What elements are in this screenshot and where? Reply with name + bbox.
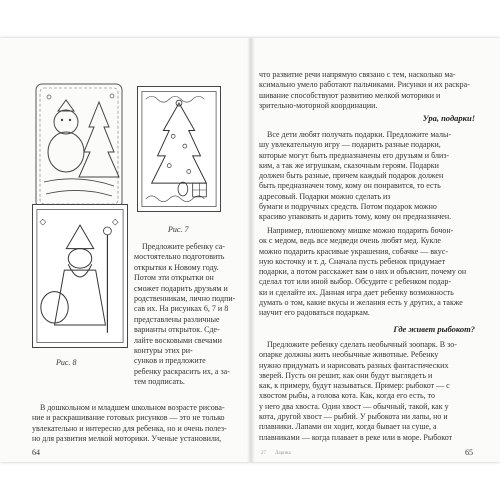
left-side-text: Предложите ребенку са- мостоятельно подготовить открытки к Новому году. Потом эти открытки он сможет подарить друзьям и родственникам, лично подпи- сав их. На рисунках 6, 7 и 8 представлены различные варианты открыток. Сде- лайте восковыми свечами контуры этих ри- сунков и предложите ребенку раскрасить их, а за- тем подписать. [134, 242, 236, 387]
right-section1-text2: Например, плюшевому мишке можно подарить бочон- ок с медом, ведь все медведи очень любят мед. Кукле можно подарить красивые украшения, собачке — вкус- ную косточку и т. д. Сначала пусть ребенок придумает подарки, а потом расскажет вам о них и объяснит, почему он сделал тот или иной выбор. Обсудите с ребенком подар- ки и сделайте их. Данная игра дает ребенку возможность думать о том, какие вкусы и желания есть у других, а также научит его радоваться подаркам. [259, 226, 467, 318]
figure-8-caption: Рис. 8 [56, 358, 77, 367]
right-intro-text: что развитие речи напрямую связано с тем, насколько ма- ксимально умело работают пальчиками. Рисунки и их раскра- шивание способствуют развитию мелкой моторики и зрительно-моторной координации. [259, 70, 470, 110]
snowman-drawing [34, 82, 124, 210]
figure-6-snowman-illustration [34, 82, 124, 210]
santa-drawing [33, 205, 127, 347]
right-section1-text: Все дети любят получать подарки. Предложите малы- шу увлекательную игру — подарить разные подарки, которые могут быть предназначены его друзьям и близ- ким, а так же игрушкам, сказочным героям. Подарки должен быть разные, причем каждый подарок должен быть предназначен тому, кому он понравится, то есть адресовый. Подарки можно сделать из бумаги и подручных средств. Потом подарок можно красиво упаковать и дарить тому, кому он предназначен. [259, 130, 452, 222]
left-bottom-text: В дошкольном и младшем школьном возрасте рисова- ние и раскрашивание готовых рисунков — это не только увлекательно и интересно для ребенка, но и очень полез- но для развития мелкой моторики. Ученые установили, [32, 403, 227, 443]
right-page-number: 65 [465, 448, 473, 457]
left-page [0, 38, 249, 462]
figure-7-caption: Рис. 7 [168, 225, 189, 234]
christmas-tree-drawing [138, 87, 220, 211]
footer-mark-number: 27 [261, 451, 266, 456]
section-heading-gifts: Ура, подарки! [422, 113, 475, 123]
footer-mark-name: Ларина [275, 451, 291, 456]
book-gutter [247, 38, 255, 462]
figure-7-christmas-tree-illustration [137, 86, 221, 212]
left-page-number: 64 [32, 448, 40, 457]
right-page [251, 38, 500, 462]
section-heading-fishcat: Где живет рыбокот? [393, 324, 475, 334]
figure-8-santa-illustration [32, 204, 128, 348]
right-section2-text: Предложите ребенку сделать необычный зоопарк. В зо- опарке должны жить необычные животные. Ребенку нужно придумать и нарисовать разных фантастических зверей. Пусть он решит, как они будут выглядеть и как, к примеру, будут называться. Пример: рыбокот — с хвостом рыбы, а голова кота. Как, когда его есть, то у него два хвоста. Один хвост — обычный, такой, как у кота, другой хвост — рыбий. У рыбокота ни лапы, но и плавники. Лапами он ходит, когда бывает на суше, а плавниками — когда плавает в реке или в море. Рыбокот [259, 340, 457, 442]
